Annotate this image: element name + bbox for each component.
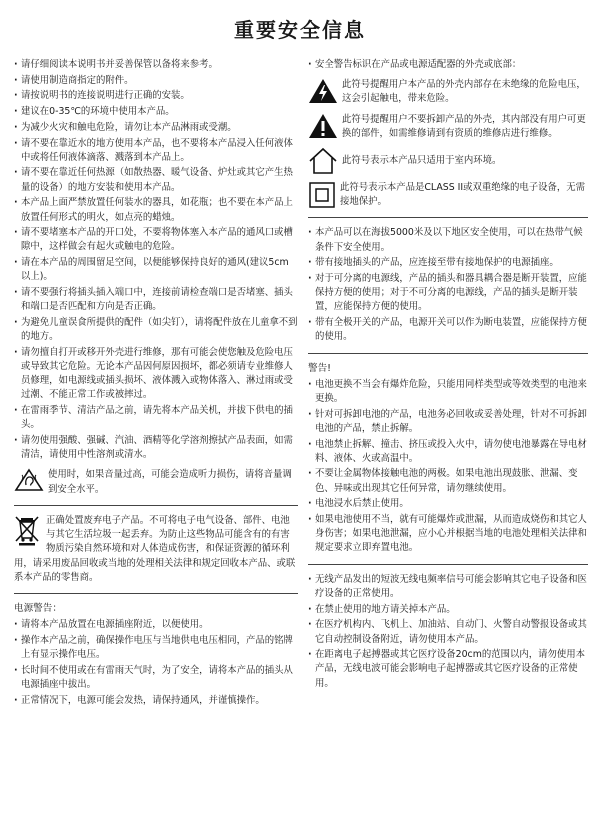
safety-item: · 为减少火灾和触电危险，请勿让本产品淋雨或受潮。 bbox=[14, 121, 298, 135]
house-icon bbox=[308, 147, 338, 175]
battery-warning-item: · 电池禁止拆解、撞击、挤压或投入火中，请勿使电池暴露在导电材料、液体、火或高温中。 bbox=[308, 438, 588, 466]
safety-item: · 在雷雨季节、清洁产品之前，请先将本产品关机，并拔下供电的插头。 bbox=[14, 404, 298, 432]
weee-disposal-notice bbox=[14, 514, 298, 585]
safety-item: · 请在本产品的周围留足空间，以便能够保持良好的通风(建议5cm以上)。 bbox=[14, 256, 298, 284]
double-square-icon bbox=[308, 181, 336, 209]
symbol-text: 此符号提醒用户本产品的外壳内部存在未绝缘的危险电压，这会引起触电，带来危险。 bbox=[342, 79, 586, 105]
safety-item: · 带有接地插头的产品，应连接至带有接地保护的电源插座。 bbox=[308, 256, 588, 270]
safety-item: · 请按说明书的连接说明进行正确的安装。 bbox=[14, 89, 298, 103]
battery-warning-list bbox=[308, 378, 588, 556]
symbol-text: 此符号表示本产品是CLASS II或双重绝缘的电子设备，无需接地保护。 bbox=[340, 182, 586, 208]
battery-warning-item: · 针对可拆卸电池的产品，电池务必回收或妥善处理，针对不可拆卸电池的产品，禁止拆解。 bbox=[308, 408, 588, 436]
right-safety-list bbox=[308, 226, 588, 344]
divider bbox=[14, 505, 298, 506]
power-warning-item: · 请将本产品放置在电源插座附近，以便使用。 bbox=[14, 618, 298, 632]
divider bbox=[308, 217, 588, 218]
safety-item: · 对于可分离的电源线，产品的插头和器具耦合器是断开装置，应能保持方便的使用；对于不可分离的电源线，产品的插头是断开装置，应能保持方便的使用。 bbox=[308, 272, 588, 315]
safety-item: · 为避免儿童误食所提供的配件（如尖钉），请将配件放在儿童拿不到的地方。 bbox=[14, 316, 298, 344]
hearing-warning bbox=[14, 468, 298, 496]
weee-disposal-text: 正确处置废弃电子产品。不可将电子电气设备、部件、电池与其它生活垃圾一起丢弃。为防止这些物品可能含有的有害物质污染自然环境和对人体造成伤害，和保证资源的循环利用，请采用废品回收或当地的处理相关法律和规定回收本产品、或联系本产品的零售商。 bbox=[14, 514, 296, 583]
symbol-row bbox=[308, 147, 588, 175]
battery-warning-item: · 如果电池使用不当，就有可能爆炸或泄漏，从而造成烧伤和其它人身伤害；如果电池泄漏，应小心并根据当地的电池处理相关法律和规定要求立即弃置电池。 bbox=[308, 513, 588, 556]
safety-item: · 请仔细阅读本说明书并妥善保管以备将来参考。 bbox=[14, 58, 298, 72]
safety-item: · 本产品可以在海拔5000米及以下地区安全使用，可以在热带气候条件下安全使用。 bbox=[308, 226, 588, 254]
safety-item: · 带有全极开关的产品，电源开关可以作为断电装置，应能保持方便的使用。 bbox=[308, 316, 588, 344]
symbol-row bbox=[308, 181, 588, 209]
divider bbox=[308, 564, 588, 565]
exclamation-triangle-icon bbox=[308, 113, 338, 139]
battery-warning-item: · 电池浸水后禁止使用。 bbox=[308, 497, 588, 511]
safety-item: · 请不要堵塞本产品的开口处，不要将物体塞入本产品的通风口或槽隙中，这样做会有起火或触电的危险。 bbox=[14, 226, 298, 254]
hearing-warning-text: 使用时，如果音量过高，可能会造成听力损伤，请将音量调到安全水平。 bbox=[48, 469, 292, 495]
battery-warning-item: · 电池更换不当会有爆炸危险，只能用同样类型或等效类型的电池来更换。 bbox=[308, 378, 588, 406]
safety-item: · 请勿使用强酸、强碱、汽油、酒精等化学溶剂擦拭产品表面，如需清洁，请使用中性溶剂或清水。 bbox=[14, 434, 298, 462]
power-warning-item: · 正常情况下，电源可能会发热，请保持通风，并谨慎操作。 bbox=[14, 694, 298, 708]
divider bbox=[308, 353, 588, 354]
safety-item: · 请使用制造商指定的附件。 bbox=[14, 74, 298, 88]
safety-item: · 请不要在靠近任何热源（如散热器、暖气设备、炉灶或其它产生热量的设备）的地方安装和使用本产品。 bbox=[14, 166, 298, 194]
right-column bbox=[308, 58, 588, 692]
wireless-warning-item: · 在距离电子起搏器或其它医疗设备20cm的范围以内，请勿使用本产品，无线电波可能会影响电子起搏器或其它医疗设备的正常使用。 bbox=[308, 648, 588, 691]
safety-item: · 建议在0-35℃的环境中使用本产品。 bbox=[14, 105, 298, 119]
wireless-warning-item: · 在医疗机构内、飞机上、加油站、自动门、火警自动警报设备或其它自动控制设备附近，请勿使用本产品。 bbox=[308, 618, 588, 646]
safety-item: · 本产品上面严禁放置任何装水的器具，如花瓶；也不要在本产品上放置任何形式的明火，如点亮的蜡烛。 bbox=[14, 196, 298, 224]
ear-warning-icon bbox=[14, 468, 44, 492]
battery-warning-item: · 不要让金属物体接触电池的两极。如果电池出现鼓胀、泄漏、变色、异味或出现其它任何异常，请勿继续使用。 bbox=[308, 467, 588, 495]
symbols-intro: · 安全警告标识在产品或电源适配器的外壳或底部： bbox=[308, 58, 588, 72]
power-warning-item: · 操作本产品之前，确保操作电压与当地供电电压相同，产品的铭牌上有显示操作电压。 bbox=[14, 634, 298, 662]
safety-item: · 请不要强行将插头插入端口中，连接前请检查端口是否堵塞、插头和端口是否匹配和方向是否正确。 bbox=[14, 286, 298, 314]
safety-item: · 请勿擅自打开或移开外壳进行维修，那有可能会使您触及危险电压或导致其它危险。无论本产品因何原因损坏，都必须请专业维修人员修理，如电源线或插头损坏、液体溅入或物体落入、淋过雨或受过潮、不能正常工作或被摔过。 bbox=[14, 346, 298, 403]
lightning-triangle-icon bbox=[308, 78, 338, 104]
left-column bbox=[14, 58, 298, 709]
wireless-warning-item: · 在禁止使用的地方请关掉本产品。 bbox=[308, 603, 588, 617]
wireless-warning-item: · 无线产品发出的短波无线电频率信号可能会影响其它电子设备和医疗设备的正常使用。 bbox=[308, 573, 588, 601]
safety-item: · 请不要在靠近水的地方使用本产品，也不要将本产品浸入任何液体中或将任何液体滴落、溅落到本产品上。 bbox=[14, 137, 298, 165]
symbol-row bbox=[308, 113, 588, 141]
symbol-row bbox=[308, 78, 588, 106]
page-title: 重要安全信息 bbox=[234, 18, 366, 42]
symbol-text: 此符号表示本产品只适用于室内环境。 bbox=[342, 154, 502, 166]
left-safety-list bbox=[14, 58, 298, 462]
power-warning-item: · 长时间不使用或在有雷雨天气时，为了安全，请将本产品的插头从电源插座中拔出。 bbox=[14, 664, 298, 692]
wireless-warning-list bbox=[308, 573, 588, 691]
symbol-text: 此符号提醒用户不要拆卸产品的外壳，其内部没有用户可更换的部件，如需维修请到有资质的维修店进行维修。 bbox=[342, 113, 586, 139]
crossed-bin-icon bbox=[14, 514, 40, 546]
power-warning-list bbox=[14, 618, 298, 708]
battery-warning-heading: 警告! bbox=[308, 362, 332, 374]
divider bbox=[14, 593, 298, 594]
power-warning-heading: 电源警告： bbox=[14, 602, 62, 614]
